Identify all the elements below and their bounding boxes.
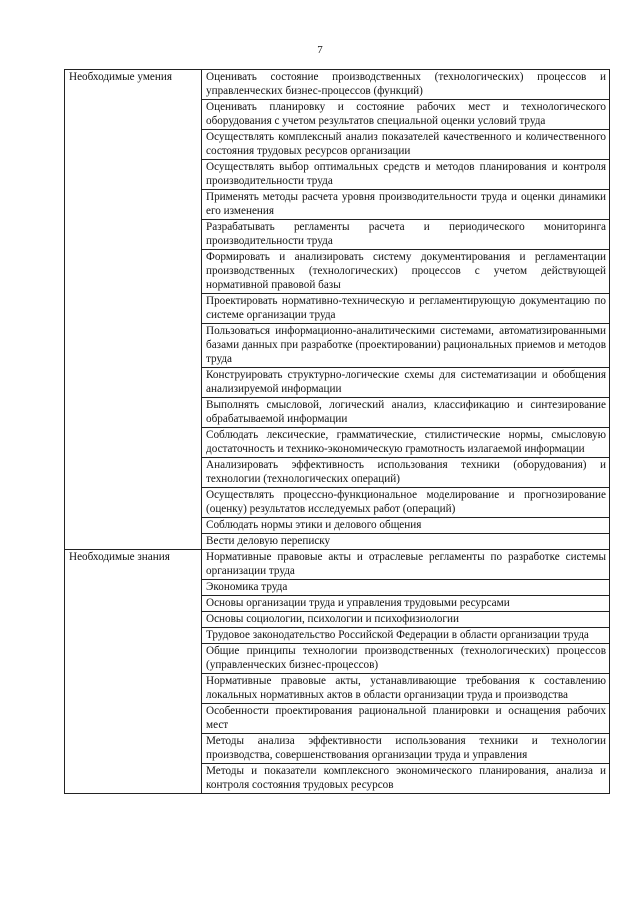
requirement-cell: Методы и показатели комплексного экономического планирования, анализа и контроля состояния трудовых ресурсов: [202, 764, 610, 794]
requirement-cell: Особенности проектирования рациональной планировки и оснащения рабочих мест: [202, 704, 610, 734]
requirement-cell: Соблюдать лексические, грамматические, стилистические нормы, смысловую достаточность и технико-экономическую грамотность излагаемой информации: [202, 428, 610, 458]
requirement-cell: Трудовое законодательство Российской Федерации в области организации труда: [202, 628, 610, 644]
requirement-cell: Анализировать эффективность использования техники (оборудования) и технологии (технологических операций): [202, 458, 610, 488]
requirement-cell: Осуществлять комплексный анализ показателей качественного и количественного состояния трудовых ресурсов организации: [202, 130, 610, 160]
requirement-cell: Осуществлять выбор оптимальных средств и методов планирования и контроля производительности труда: [202, 160, 610, 190]
requirement-cell: Экономика труда: [202, 580, 610, 596]
requirement-cell: Формировать и анализировать систему документирования и регламентации производственных (технологических) процессов с учетом действующей нормативной правовой базы: [202, 250, 610, 294]
requirement-cell: Проектировать нормативно-техническую и регламентирующую документацию по системе организации труда: [202, 294, 610, 324]
requirement-cell: Основы организации труда и управления трудовыми ресурсами: [202, 596, 610, 612]
section-label: Необходимые умения: [65, 70, 202, 550]
requirement-cell: Осуществлять процессно-функциональное моделирование и прогнозирование (оценку) результатов исследуемых работ (операций): [202, 488, 610, 518]
requirement-cell: Нормативные правовые акты, устанавливающие требования к составлению локальных нормативных актов в области организации труда и производства: [202, 674, 610, 704]
requirement-cell: Нормативные правовые акты и отраслевые регламенты по разработке системы организации труда: [202, 550, 610, 580]
section-label: Необходимые знания: [65, 550, 202, 794]
requirement-cell: Пользоваться информационно-аналитическими системами, автоматизированными базами данных при разработке (проектировании) рациональных приемов и методов труда: [202, 324, 610, 368]
requirements-table: [64, 69, 610, 794]
table-row: [65, 70, 610, 100]
requirement-cell: Вести деловую переписку: [202, 534, 610, 550]
table-row: [65, 550, 610, 580]
requirement-cell: Оценивать состояние производственных (технологических) процессов и управленческих бизнес-процессов (функций): [202, 70, 610, 100]
requirement-cell: Соблюдать нормы этики и делового общения: [202, 518, 610, 534]
requirement-cell: Разрабатывать регламенты расчета и периодического мониторинга производительности труда: [202, 220, 610, 250]
requirement-cell: Оценивать планировку и состояние рабочих мест и технологического оборудования с учетом результатов специальной оценки условий труда: [202, 100, 610, 130]
requirement-cell: Методы анализа эффективности использования техники и технологии производства, совершенствования организации труда и управления: [202, 734, 610, 764]
requirement-cell: Конструировать структурно-логические схемы для систематизации и обобщения анализируемой информации: [202, 368, 610, 398]
requirement-cell: Выполнять смысловой, логический анализ, классификацию и синтезирование обрабатываемой информации: [202, 398, 610, 428]
requirement-cell: Основы социологии, психологии и психофизиологии: [202, 612, 610, 628]
requirement-cell: Общие принципы технологии производственных (технологических) процессов (управленческих бизнес-процессов): [202, 644, 610, 674]
requirement-cell: Применять методы расчета уровня производительности труда и оценки динамики его изменения: [202, 190, 610, 220]
page-number: 7: [317, 44, 323, 56]
